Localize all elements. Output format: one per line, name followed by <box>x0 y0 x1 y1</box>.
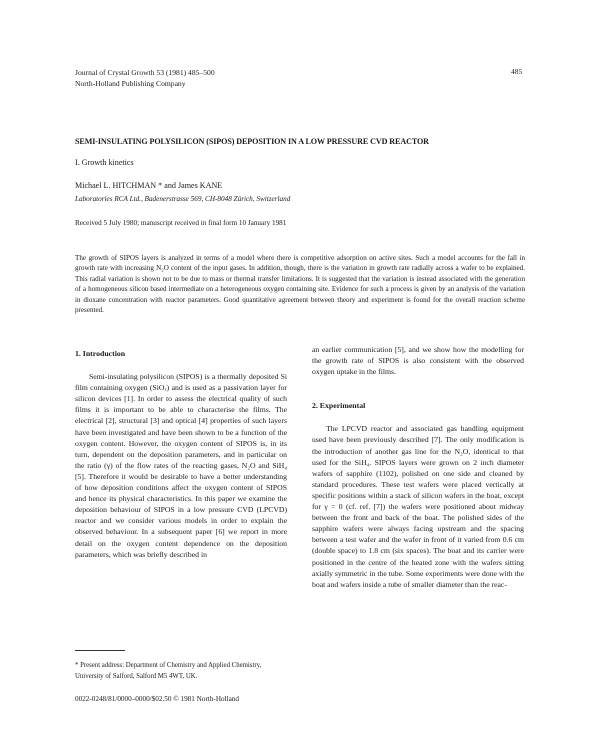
footnote: * Present address: Department of Chemistry and Applied Chemistry, University of Salford, Salford M5 4WT, UK. <box>75 662 262 680</box>
authors: Michael L. HITCHMAN * and James KANE <box>75 181 223 190</box>
publisher: North-Holland Publishing Company <box>75 79 186 88</box>
journal-citation: Journal of Crystal Growth 53 (1981) 485–500 <box>75 68 215 77</box>
copyright-line: 0022-0248/81/0000–0000/$02.50 © 1981 North-Holland <box>75 695 239 703</box>
abstract: The growth of SIPOS layers is analyzed in terms of a model where there is competitive adsorption on active sites. Such a model accounts for the fall in growth rate with increasing N₂O content of the input gases. In addition, though, there is the variation in growth rate radially across a wafer to be explained. This radial variation is shown not to be due to mass or thermal transfer limitations. It is suggested that the variation is instead associated with the generation of a homogeneous silicon based intermediate on a heterogeneous oxygen containing site. Evidence for such a process is given by an analysis of the variation in dioxane concentration with reactor parameters. Good quantitative agreement between theory and experiment is found for the overall reaction scheme presented. <box>75 254 525 315</box>
section-heading-experimental: 2. Experimental <box>312 401 366 411</box>
experimental-paragraph: The LPCVD reactor and associated gas handling equipment used have been previously described [7]. The only modification is the introduction of another gas line for the N₂O, identical to that used for the SiH₄. SIPOS layers were grown on 2 inch diameter wafers of sapphire (1102), polished on one side and cleaned by standard procedures. These test wafers were placed vertically at specific positions within a stack of silicon wafers in the boat, except for γ = 0 (cf. ref. [7]) the wafers were positioned about midway between the front and back of the boat. The polished sides of the sapphire wafers were always facing upstream and the spacing between a test wafer and the wafer in front of it varied from 0.6 cm (double space) to 1.8 cm (six spaces). The boat and its carrier were positioned in the centre of the heated zone with the wafers sitting axially symmetric in the tube. Some experiments were done with the boat and wafers inside a tube of smaller diameter than the reac- <box>312 424 524 589</box>
section-heading-introduction: 1. Introduction <box>75 349 126 358</box>
introduction-paragraph: Semi-insulating polysilicon (SIPOS) is a thermally deposited Si film containing oxygen (SiOₓ) and is used as a passivation layer for silicon devices [1]. In order to assess the electrical quality of such films it is important to be able to characterise the films. The electrical [2], structural [3] and optical [4] properties of such layers have been investigated and have been shown to be a function of the oxygen content. However, the oxygen content of SIPOS is, in its turn, dependent on the deposition parameters, and in particular on the ratio (γ) of the flow rates of the reacting gases, N₂O and SiH₄ [5]. Therefore it would be desirable to have a better understanding of how deposition conditions affect the oxygen content of SIPOS and hence its physical characteristics. In this paper we examine the deposition behaviour of SIPOS in a low pressure CVD (LPCVD) reactor and we consider various models in order to explain the observed behaviour. In a subsequent paper [6] we report in more detail on the oxygen content dependence on the deposition parameters, which was briefly described in <box>75 372 287 559</box>
received-dates: Received 5 July 1980; manuscript received in final form 10 January 1981 <box>75 219 287 227</box>
article-title: SEMI-INSULATING POLYSILICON (SIPOS) DEPOSITION IN A LOW PRESSURE CVD REACTOR <box>75 137 429 146</box>
journal-reference <box>75 67 215 89</box>
introduction-continuation: an earlier communication [5], and we show how the modelling for the growth rate of SIPOS is also consistent with the observed oxygen uptake in the films. <box>312 345 524 377</box>
affiliation: Laboratories RCA Ltd., Badenerstrasse 569, CH-8048 Zürich, Switzerland <box>75 195 291 203</box>
article-subtitle: I. Growth kinetics <box>75 158 134 167</box>
page-number: 485 <box>511 67 523 76</box>
left-column <box>75 344 287 560</box>
footnote-divider <box>75 650 125 651</box>
right-column <box>312 344 524 590</box>
